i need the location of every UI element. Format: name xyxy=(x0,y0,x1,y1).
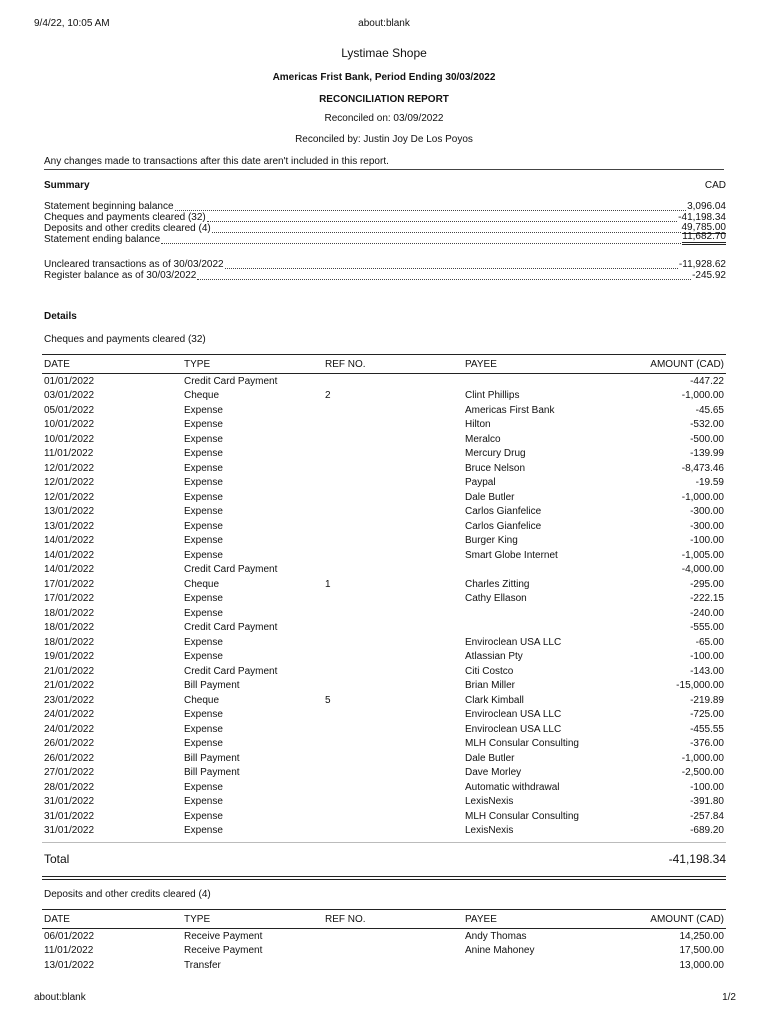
cell-date: 26/01/2022 xyxy=(44,752,95,764)
cell-date: 17/01/2022 xyxy=(44,578,95,590)
table-row xyxy=(42,635,726,650)
cell-type: Expense xyxy=(184,491,223,503)
summary-label: Uncleared transactions as of 30/03/2022 xyxy=(44,259,224,270)
cell-ref-no xyxy=(323,664,463,679)
cell-amount: -4,000.00 xyxy=(681,564,724,576)
cell-ref-no xyxy=(323,737,463,752)
company-name: Lystimae Shope xyxy=(341,46,427,60)
cell-date: 13/01/2022 xyxy=(44,506,95,518)
cell-ref-no xyxy=(323,548,463,563)
cell-amount: -8,473.46 xyxy=(681,462,724,474)
table-row xyxy=(42,476,726,491)
col-date: DATE xyxy=(42,355,182,374)
cell-payee: Clark Kimball xyxy=(465,694,524,706)
cell-date: 19/01/2022 xyxy=(44,651,95,663)
cell-amount: -447.22 xyxy=(690,375,724,387)
cell-amount: -689.20 xyxy=(690,825,724,837)
cell-ref-no xyxy=(323,606,463,621)
cell-ref-no xyxy=(323,447,463,462)
cell-type: Receive Payment xyxy=(184,930,263,942)
cell-ref-no xyxy=(323,621,463,636)
cell-date: 21/01/2022 xyxy=(44,680,95,692)
cheques-section-title: Cheques and payments cleared (32) xyxy=(44,334,206,345)
summary-value: -245.92 xyxy=(692,270,726,281)
cell-payee: Andy Thomas xyxy=(465,930,527,942)
cell-payee: Dale Butler xyxy=(465,752,515,764)
cell-payee: Atlassian Pty xyxy=(465,651,523,663)
cell-payee xyxy=(463,621,647,636)
cell-type: Expense xyxy=(184,477,223,489)
cell-ref-no xyxy=(323,958,463,973)
summary-label: Deposits and other credits cleared (4) xyxy=(44,223,211,234)
cell-ref-no xyxy=(323,722,463,737)
cell-amount: -1,005.00 xyxy=(681,549,724,561)
cell-payee: Burger King xyxy=(465,535,518,547)
cell-ref-no xyxy=(323,650,463,665)
cell-type: Expense xyxy=(184,433,223,445)
deposits-section-title: Deposits and other credits cleared (4) xyxy=(44,889,211,900)
table-row xyxy=(42,592,726,607)
cell-amount: -376.00 xyxy=(690,738,724,750)
table-row xyxy=(42,519,726,534)
cell-date: 24/01/2022 xyxy=(44,709,95,721)
cell-amount: -139.99 xyxy=(690,448,724,460)
cell-payee: Clint Phillips xyxy=(465,390,520,402)
cell-ref-no xyxy=(323,519,463,534)
cell-amount: -65.00 xyxy=(695,636,724,648)
cell-type: Bill Payment xyxy=(184,680,240,692)
cell-payee xyxy=(463,563,647,578)
cell-amount: -257.84 xyxy=(690,810,724,822)
cell-amount: -100.00 xyxy=(690,651,724,663)
cell-ref-no xyxy=(323,374,463,389)
cheques-table xyxy=(42,354,726,838)
print-footer-url: about:blank xyxy=(34,992,86,1003)
cell-type: Receive Payment xyxy=(184,945,263,957)
cell-date: 03/01/2022 xyxy=(44,390,95,402)
cell-date: 27/01/2022 xyxy=(44,767,95,779)
cell-type: Expense xyxy=(184,419,223,431)
cell-ref-no: 5 xyxy=(325,694,331,706)
cell-ref-no xyxy=(323,490,463,505)
table-row xyxy=(42,548,726,563)
cell-payee: Enviroclean USA LLC xyxy=(465,709,562,721)
cell-type: Expense xyxy=(184,462,223,474)
print-page-title: about:blank xyxy=(358,18,410,29)
print-datetime: 9/4/22, 10:05 AM xyxy=(34,18,110,29)
cell-type: Expense xyxy=(184,781,223,793)
cell-ref-no xyxy=(323,403,463,418)
table-row xyxy=(42,679,726,694)
cell-date: 13/01/2022 xyxy=(44,520,95,532)
table-header-row xyxy=(42,355,726,374)
total-double-rule xyxy=(42,876,726,880)
table-row xyxy=(42,766,726,781)
cell-payee: Carlos Gianfelice xyxy=(465,506,542,518)
cell-amount: 13,000.00 xyxy=(679,959,724,971)
table-row xyxy=(42,606,726,621)
cell-type: Credit Card Payment xyxy=(184,375,278,387)
col-ref-no: REF NO. xyxy=(323,910,463,929)
cell-payee: Brian Miller xyxy=(465,680,516,692)
cell-type: Expense xyxy=(184,636,223,648)
cell-type: Credit Card Payment xyxy=(184,564,278,576)
table-row xyxy=(42,929,726,944)
cell-payee: LexisNexis xyxy=(465,825,514,837)
cell-ref-no xyxy=(323,766,463,781)
summary-value: 3,096.04 xyxy=(687,201,726,212)
cell-date: 26/01/2022 xyxy=(44,738,95,750)
summary-heading: Summary xyxy=(44,180,90,191)
table-row xyxy=(42,958,726,973)
table-row xyxy=(42,418,726,433)
table-row xyxy=(42,563,726,578)
cell-amount: -295.00 xyxy=(690,578,724,590)
cell-amount: -2,500.00 xyxy=(681,767,724,779)
currency-label: CAD xyxy=(704,180,726,191)
bank-period-line: Americas Frist Bank, Period Ending 30/03/2022 xyxy=(272,72,496,83)
cell-date: 06/01/2022 xyxy=(44,930,95,942)
cell-payee xyxy=(463,374,647,389)
cell-ref-no xyxy=(323,563,463,578)
cell-amount: -1,000.00 xyxy=(681,390,724,402)
table-row xyxy=(42,403,726,418)
cell-payee: Automatic withdrawal xyxy=(465,781,560,793)
summary-row-ending xyxy=(44,231,726,245)
cell-payee: Americas First Bank xyxy=(465,404,555,416)
cell-type: Expense xyxy=(184,810,223,822)
table-row xyxy=(42,780,726,795)
table-row xyxy=(42,693,726,708)
total-separator xyxy=(42,842,726,843)
changes-note: Any changes made to transactions after this date aren't included in this report. xyxy=(44,156,724,170)
cell-payee: MLH Consular Consulting xyxy=(465,810,579,822)
cell-payee: Dale Butler xyxy=(465,491,515,503)
cell-type: Credit Card Payment xyxy=(184,622,278,634)
cell-date: 12/01/2022 xyxy=(44,477,95,489)
cell-ref-no xyxy=(323,929,463,944)
deposits-table xyxy=(42,909,726,973)
cell-payee xyxy=(463,958,647,973)
cell-payee: Dave Morley xyxy=(465,767,522,779)
cell-date: 13/01/2022 xyxy=(44,959,95,971)
cell-ref-no xyxy=(323,824,463,839)
cell-ref-no xyxy=(323,534,463,549)
summary-row-uncleared xyxy=(44,259,726,270)
cell-payee: Carlos Gianfelice xyxy=(465,520,542,532)
cell-type: Cheque xyxy=(184,390,220,402)
cell-date: 31/01/2022 xyxy=(44,796,95,808)
cell-type: Credit Card Payment xyxy=(184,665,278,677)
table-row xyxy=(42,505,726,520)
cell-date: 23/01/2022 xyxy=(44,694,95,706)
cell-date: 18/01/2022 xyxy=(44,607,95,619)
cell-payee: Enviroclean USA LLC xyxy=(465,723,562,735)
cell-amount: -222.15 xyxy=(690,593,724,605)
table-row xyxy=(42,650,726,665)
reconciled-by: Reconciled by: Justin Joy De Los Poyos xyxy=(295,134,473,145)
cell-type: Expense xyxy=(184,607,223,619)
cell-type: Expense xyxy=(184,404,223,416)
cell-amount: 14,250.00 xyxy=(679,930,724,942)
cheques-total-row xyxy=(44,852,726,866)
summary-label: Statement ending balance xyxy=(44,234,161,245)
table-row xyxy=(42,577,726,592)
cell-amount: -15,000.00 xyxy=(676,680,724,692)
cell-amount: 17,500.00 xyxy=(679,945,724,957)
cell-date: 12/01/2022 xyxy=(44,462,95,474)
summary-label: Statement beginning balance xyxy=(44,201,174,212)
cell-amount: -532.00 xyxy=(690,419,724,431)
cell-ref-no xyxy=(323,505,463,520)
summary-row-register xyxy=(44,270,726,281)
table-row xyxy=(42,944,726,959)
table-row xyxy=(42,447,726,462)
cell-ref-no: 2 xyxy=(325,390,331,402)
table-row xyxy=(42,461,726,476)
table-row xyxy=(42,621,726,636)
cell-type: Cheque xyxy=(184,578,220,590)
cell-type: Expense xyxy=(184,520,223,532)
cell-ref-no xyxy=(323,751,463,766)
summary-value: 49,785.00 xyxy=(681,222,726,233)
cell-date: 24/01/2022 xyxy=(44,723,95,735)
cell-ref-no xyxy=(323,679,463,694)
cell-type: Transfer xyxy=(184,959,221,971)
table-row xyxy=(42,490,726,505)
col-date: DATE xyxy=(42,910,182,929)
cell-date: 18/01/2022 xyxy=(44,622,95,634)
cell-payee: Cathy Ellason xyxy=(465,593,527,605)
cell-date: 14/01/2022 xyxy=(44,535,95,547)
print-page-number: 1/2 xyxy=(722,992,736,1003)
cell-type: Expense xyxy=(184,593,223,605)
cell-amount: -391.80 xyxy=(690,796,724,808)
cell-amount: -240.00 xyxy=(690,607,724,619)
cell-payee: Charles Zitting xyxy=(465,578,530,590)
cell-amount: -1,000.00 xyxy=(681,752,724,764)
cell-payee: Smart Globe Internet xyxy=(465,549,558,561)
cell-payee: Paypal xyxy=(465,477,496,489)
total-label: Total xyxy=(44,852,70,866)
col-amount: AMOUNT (CAD) xyxy=(647,355,726,374)
table-row xyxy=(42,737,726,752)
table-row xyxy=(42,534,726,549)
cell-type: Expense xyxy=(184,549,223,561)
table-row xyxy=(42,664,726,679)
cell-date: 01/01/2022 xyxy=(44,375,95,387)
cell-date: 28/01/2022 xyxy=(44,781,95,793)
details-heading: Details xyxy=(44,311,77,322)
summary-row-deposits xyxy=(44,223,726,234)
cell-date: 10/01/2022 xyxy=(44,433,95,445)
cell-ref-no xyxy=(323,418,463,433)
col-type: TYPE xyxy=(182,355,323,374)
cell-ref-no xyxy=(323,708,463,723)
cell-type: Bill Payment xyxy=(184,767,240,779)
cell-payee: Bruce Nelson xyxy=(465,462,526,474)
cell-type: Expense xyxy=(184,709,223,721)
cell-payee: Meralco xyxy=(465,433,501,445)
total-value: -41,198.34 xyxy=(668,852,726,866)
cell-ref-no xyxy=(323,780,463,795)
cell-payee: Enviroclean USA LLC xyxy=(465,636,562,648)
cell-amount: -100.00 xyxy=(690,781,724,793)
cell-ref-no xyxy=(323,944,463,959)
cell-amount: -455.55 xyxy=(690,723,724,735)
table-row xyxy=(42,795,726,810)
cell-type: Cheque xyxy=(184,694,220,706)
cell-payee: Hilton xyxy=(465,419,491,431)
cell-date: 05/01/2022 xyxy=(44,404,95,416)
cell-type: Expense xyxy=(184,723,223,735)
cell-amount: -300.00 xyxy=(690,520,724,532)
summary-row-beginning xyxy=(44,201,726,212)
cell-date: 21/01/2022 xyxy=(44,665,95,677)
cell-amount: -300.00 xyxy=(690,506,724,518)
cell-type: Expense xyxy=(184,448,223,460)
cell-type: Expense xyxy=(184,738,223,750)
col-amount: AMOUNT (CAD) xyxy=(647,910,726,929)
cell-ref-no xyxy=(323,592,463,607)
cell-date: 17/01/2022 xyxy=(44,593,95,605)
cell-amount: -45.65 xyxy=(695,404,724,416)
cell-payee: MLH Consular Consulting xyxy=(465,738,579,750)
cell-payee: Anine Mahoney xyxy=(465,945,535,957)
table-row xyxy=(42,432,726,447)
table-row xyxy=(42,809,726,824)
cell-amount: -19.59 xyxy=(695,477,724,489)
cell-date: 18/01/2022 xyxy=(44,636,95,648)
table-row xyxy=(42,708,726,723)
cell-amount: -1,000.00 xyxy=(681,491,724,503)
cell-type: Expense xyxy=(184,506,223,518)
cell-date: 31/01/2022 xyxy=(44,825,95,837)
cell-ref-no: 1 xyxy=(325,578,331,590)
col-ref-no: REF NO. xyxy=(323,355,463,374)
table-row xyxy=(42,824,726,839)
table-row xyxy=(42,374,726,389)
cell-date: 14/01/2022 xyxy=(44,549,95,561)
cell-payee: LexisNexis xyxy=(465,796,514,808)
cell-type: Expense xyxy=(184,796,223,808)
cell-type: Bill Payment xyxy=(184,752,240,764)
cell-date: 11/01/2022 xyxy=(44,448,94,460)
reconciled-on: Reconciled on: 03/09/2022 xyxy=(324,113,444,124)
table-row xyxy=(42,751,726,766)
cell-ref-no xyxy=(323,809,463,824)
cell-amount: -219.89 xyxy=(690,694,724,706)
cell-date: 14/01/2022 xyxy=(44,564,95,576)
cell-ref-no xyxy=(323,795,463,810)
cell-amount: -143.00 xyxy=(690,665,724,677)
cell-date: 10/01/2022 xyxy=(44,419,95,431)
cell-amount: -100.00 xyxy=(690,535,724,547)
col-type: TYPE xyxy=(182,910,323,929)
cell-payee: Citi Costco xyxy=(465,665,514,677)
summary-label: Cheques and payments cleared (32) xyxy=(44,212,206,223)
cell-ref-no xyxy=(323,432,463,447)
cell-payee xyxy=(463,606,647,621)
table-header-row xyxy=(42,910,726,929)
summary-value: -11,928.62 xyxy=(678,259,726,270)
summary-value: 11,682.70 xyxy=(682,232,726,245)
cell-type: Expense xyxy=(184,651,223,663)
summary-label: Register balance as of 30/03/2022 xyxy=(44,270,197,281)
report-title: RECONCILIATION REPORT xyxy=(319,94,449,105)
table-row xyxy=(42,722,726,737)
cell-date: 12/01/2022 xyxy=(44,491,95,503)
col-payee: PAYEE xyxy=(463,910,647,929)
cell-payee: Mercury Drug xyxy=(465,448,526,460)
summary-row-cheques xyxy=(44,212,726,223)
cell-type: Expense xyxy=(184,825,223,837)
cell-amount: -725.00 xyxy=(690,709,724,721)
table-row xyxy=(42,389,726,404)
cell-ref-no xyxy=(323,476,463,491)
summary-value: -41,198.34 xyxy=(678,212,726,223)
cell-type: Expense xyxy=(184,535,223,547)
cell-date: 31/01/2022 xyxy=(44,810,95,822)
cell-date: 11/01/2022 xyxy=(44,945,94,957)
cell-ref-no xyxy=(323,635,463,650)
cell-amount: -500.00 xyxy=(690,433,724,445)
cell-ref-no xyxy=(323,461,463,476)
cell-amount: -555.00 xyxy=(690,622,724,634)
col-payee: PAYEE xyxy=(463,355,647,374)
